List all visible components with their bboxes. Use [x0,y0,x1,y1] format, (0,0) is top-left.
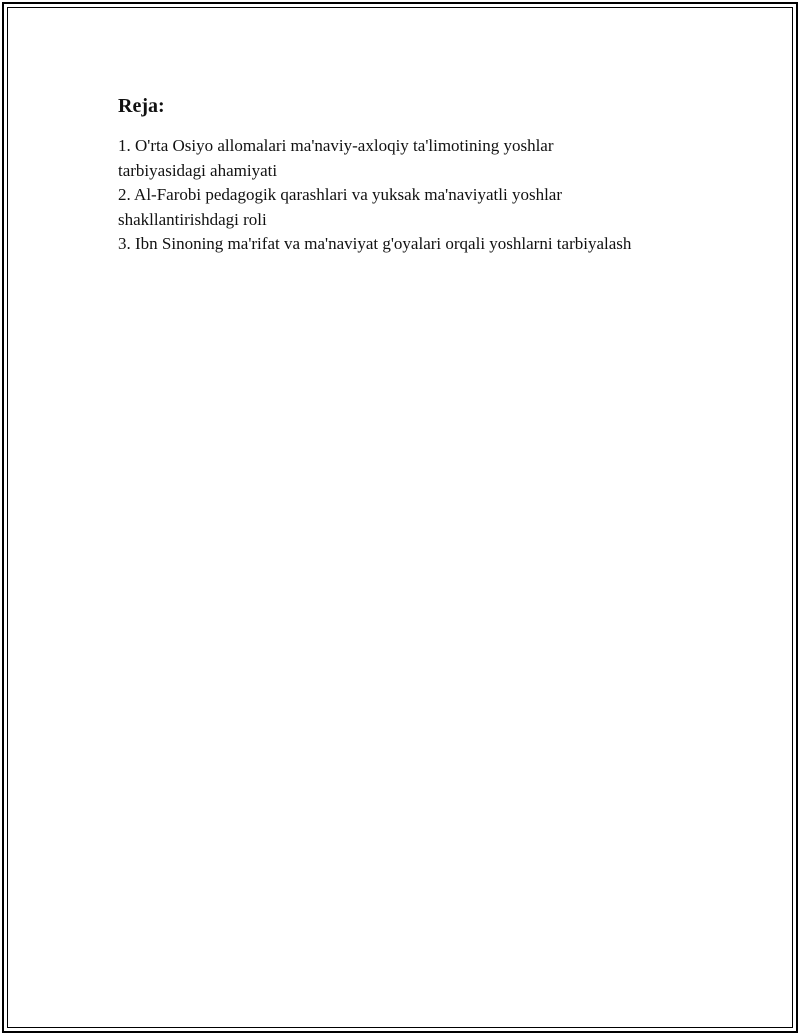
plan-item-1-line-1: 1. O'rta Osiyo allomalari ma'naviy-axloqiy ta'limotining yoshlar [118,136,554,155]
plan-heading: Reja: [118,95,165,117]
document-body [118,92,718,257]
plan-item-1 [118,134,718,183]
plan-item-2 [118,183,718,232]
plan-item-1-line-2: tarbiyasidagi ahamiyati [118,160,278,180]
plan-item-2-line-2: shakllantirishdagi roli [118,209,267,229]
plan-list [118,134,718,257]
plan-item-3-line-1: 3. Ibn Sinoning ma'rifat va ma'naviyat g'oyalari orqali yoshlarni tarbiyalash [118,234,632,253]
plan-item-2-line-1: 2. Al-Farobi pedagogik qarashlari va yuksak ma'naviyatli yoshlar [118,185,563,204]
plan-item-3 [118,232,718,257]
